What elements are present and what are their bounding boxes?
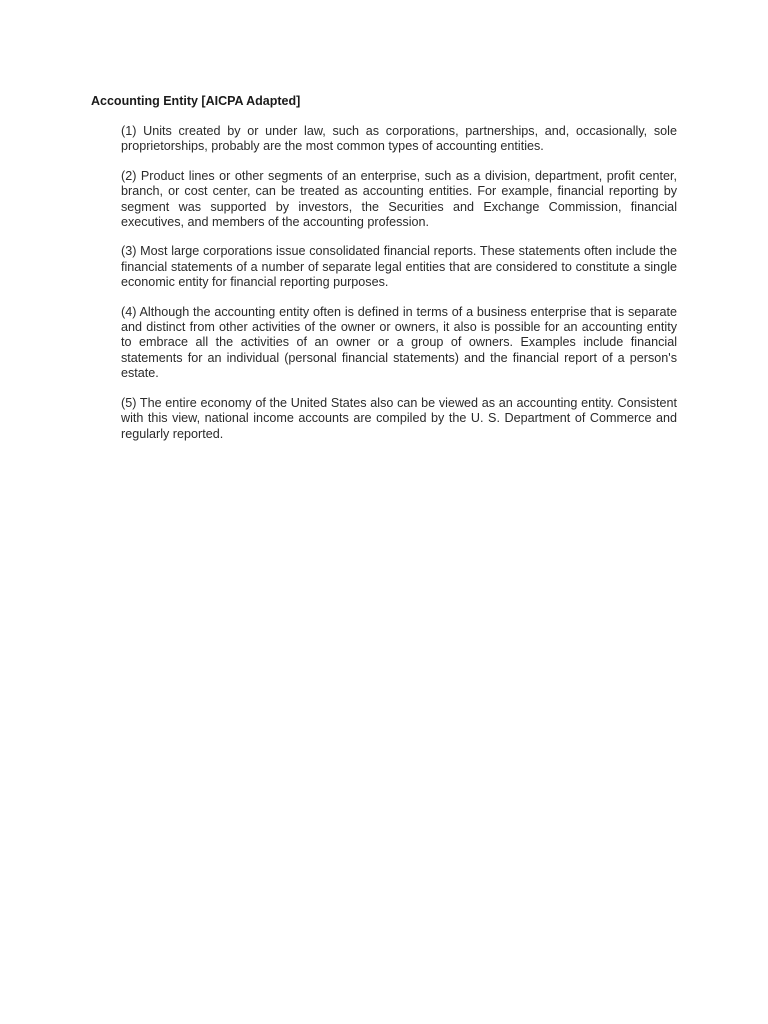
paragraph-2: (2) Product lines or other segments of an enterprise, such as a division, department, profit center, branch, or cost center, can be treated as accounting entities. For example, financial reporting by segment was supported by investors, the Securities and Exchange Commission, financial executives, and members of the accounting profession. [121,168,677,230]
paragraph-1: (1) Units created by or under law, such as corporations, partnerships, and, occasionally, sole proprietorships, probably are the most common types of accounting entities. [121,124,677,154]
document-body [121,124,677,456]
paragraph-5: (5) The entire economy of the United States also can be viewed as an accounting entity. Consistent with this view, national income accounts are compiled by the U. S. Department of Commerce and regularly reported. [121,395,677,441]
document-title: Accounting Entity [AICPA Adapted] [91,94,301,108]
paragraph-3: (3) Most large corporations issue consolidated financial reports. These statements often include the financial statements of a number of separate legal entities that are considered to constitute a single economic entity for financial reporting purposes. [121,244,677,290]
paragraph-4: (4) Although the accounting entity often is defined in terms of a business enterprise that is separate and distinct from other activities of the owner or owners, it also is possible for an accounting entity to embrace all the activities of an owner or a group of owners. Examples include financial statements for an individual (personal financial statements) and the financial report of a person's estate. [121,304,677,381]
